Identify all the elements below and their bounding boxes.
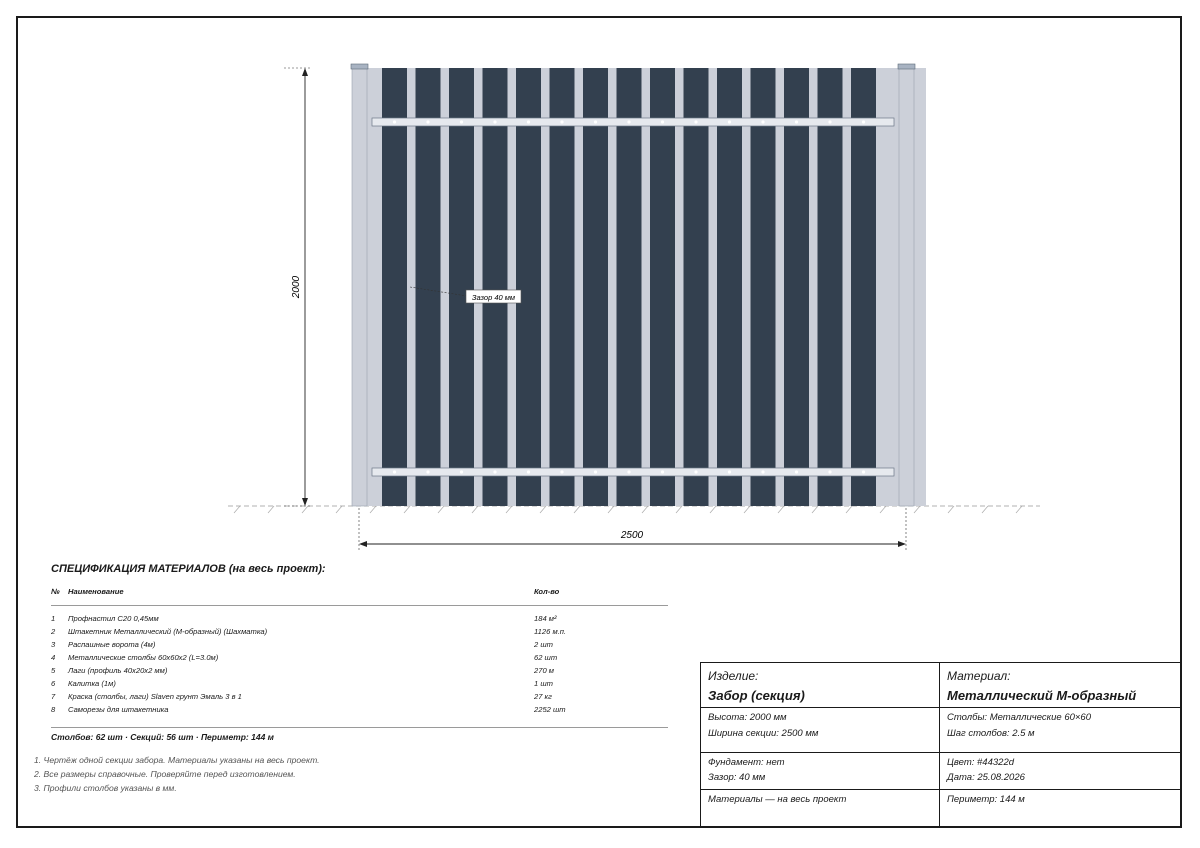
ground-hatch (778, 506, 784, 513)
spec-title: СПЕЦИФИКАЦИЯ МАТЕРИАЛОВ (на весь проект): (51, 563, 326, 575)
picket (449, 68, 474, 506)
picket (516, 68, 541, 506)
screw-dot (761, 470, 764, 473)
screw-dot (661, 470, 664, 473)
gap-value: Зазор: 40 мм (708, 772, 766, 783)
ground-hatch (710, 506, 716, 513)
screw-dot (460, 470, 463, 473)
product-value: Забор (секция) (708, 688, 805, 703)
height-arrow-bottom (302, 498, 308, 506)
row-qty: 62 шт (534, 653, 558, 662)
picket (851, 68, 876, 506)
picket (751, 68, 776, 506)
screw-dot (694, 120, 697, 123)
screw-dot (527, 470, 530, 473)
ground-hatch (540, 506, 546, 513)
screw-dot (460, 120, 463, 123)
screw-dot (828, 470, 831, 473)
ground-hatch (744, 506, 750, 513)
screw-dot (594, 470, 597, 473)
row-no: 7 (51, 692, 56, 701)
ground-hatch (574, 506, 580, 513)
row-name: Штакетник Металлический (М-образный) (Шахматка) (68, 627, 268, 636)
screw-dot (795, 470, 798, 473)
row-name: Профнастил С20 0,45мм (68, 614, 159, 623)
material-label: Материал: (947, 669, 1011, 683)
ground-hatch (506, 506, 512, 513)
picket (382, 68, 407, 506)
row-qty: 2252 шт (534, 705, 566, 714)
ground-hatch (1016, 506, 1022, 513)
spec-header-no: № (51, 585, 68, 606)
picket (818, 68, 843, 506)
title-block-row-details (701, 753, 1181, 790)
date-value: Дата: 25.08.2026 (947, 772, 1025, 783)
ground-hatch (948, 506, 954, 513)
table-row (51, 677, 668, 690)
perimeter-value: Периметр: 144 м (947, 794, 1025, 805)
picket (784, 68, 809, 506)
screw-dot (426, 120, 429, 123)
picket (583, 68, 608, 506)
ground-hatch (472, 506, 478, 513)
title-block-row-main (701, 663, 1181, 708)
right-post (899, 68, 914, 506)
note-item: 3. Профили столбов указаны в мм. (34, 783, 177, 793)
table-row (51, 651, 668, 664)
screw-dot (627, 120, 630, 123)
right-post-cap (898, 64, 915, 69)
spec-header-qty: Кол-во (534, 585, 668, 606)
picket (416, 68, 441, 506)
height-value: Высота: 2000 мм (708, 712, 787, 723)
picket (483, 68, 508, 506)
width-arrow-left (359, 541, 367, 547)
screw-dot (627, 470, 630, 473)
row-no: 5 (51, 666, 56, 675)
row-name: Калитка (1м) (68, 679, 116, 688)
row-qty: 27 кг (534, 692, 552, 701)
screw-dot (661, 120, 664, 123)
gap-callout-label: Зазор 40 мм (471, 293, 516, 302)
screw-dot (426, 470, 429, 473)
ground-hatch (438, 506, 444, 513)
left-post (352, 68, 367, 506)
product-label: Изделие: (708, 669, 759, 683)
row-no: 3 (51, 640, 56, 649)
table-row (51, 690, 668, 703)
screw-dot (761, 120, 764, 123)
row-name: Металлические столбы 60x60x2 (L=3.0м) (68, 653, 219, 662)
screw-dot (493, 470, 496, 473)
post-step-value: Шаг столбов: 2.5 м (947, 728, 1035, 739)
ground-hatch (404, 506, 410, 513)
title-block (700, 662, 1182, 828)
screw-dot (560, 120, 563, 123)
rail (372, 468, 894, 476)
row-qty: 184 м² (534, 614, 557, 623)
screw-dot (728, 120, 731, 123)
ground-line (228, 506, 1040, 513)
screw-dot (560, 470, 563, 473)
note-item: 2. Все размеры справочные. Проверяйте перед изготовлением. (34, 769, 296, 779)
table-row (51, 625, 668, 638)
table-row (51, 664, 668, 677)
screw-dot (594, 120, 597, 123)
row-no: 1 (51, 614, 56, 623)
picket (684, 68, 709, 506)
ground-hatch (982, 506, 988, 513)
row-name: Краска (столбы, лаги) Slaven грунт Эмаль 3 в 1 (68, 692, 242, 701)
posts-value: Столбы: Металлические 60×60 (947, 712, 1092, 723)
height-dimension-label: 2000 (291, 275, 302, 299)
row-qty: 1126 м.п. (534, 627, 567, 636)
ground-hatch (846, 506, 852, 513)
note-item: 1. Чертёж одной секции забора. Материалы указаны на весь проект. (34, 755, 320, 765)
screw-dot (828, 120, 831, 123)
screw-dot (694, 470, 697, 473)
row-no: 4 (51, 653, 56, 662)
picket (717, 68, 742, 506)
ground-hatch (676, 506, 682, 513)
ground-hatch (234, 506, 240, 513)
screw-dot (862, 120, 865, 123)
table-row (51, 606, 668, 626)
screw-dot (527, 120, 530, 123)
spec-summary: Столбов: 62 шт · Секций: 56 шт · Периметр: 144 м (51, 727, 668, 742)
height-arrow-top (302, 68, 308, 76)
fence-section (351, 64, 926, 506)
section-width-value: Ширина секции: 2500 мм (708, 728, 819, 739)
title-block-row-dimensions (701, 708, 1181, 753)
ground-hatch (914, 506, 920, 513)
picket (650, 68, 675, 506)
title-block-row-footer (701, 790, 1181, 827)
materials-note: Материалы — на весь проект (708, 794, 847, 805)
ground-hatch (812, 506, 818, 513)
row-qty: 2 шт (534, 640, 553, 649)
ground-hatch (370, 506, 376, 513)
spec-table (51, 585, 668, 716)
picket (617, 68, 642, 506)
drawing-notes (34, 753, 320, 795)
foundation-value: Фундамент: нет (708, 757, 785, 768)
screw-dot (393, 470, 396, 473)
row-name: Распашные ворота (4м) (68, 640, 156, 649)
left-post-cap (351, 64, 368, 69)
row-qty: 270 м (534, 666, 554, 675)
row-no: 8 (51, 705, 56, 714)
screw-dot (493, 120, 496, 123)
ground-hatch (642, 506, 648, 513)
ground-hatch (302, 506, 308, 513)
row-name: Лаги (профиль 40x20x2 мм) (68, 666, 168, 675)
row-qty: 1 шт (534, 679, 553, 688)
row-no: 2 (51, 627, 56, 636)
screw-dot (862, 470, 865, 473)
material-value: Металлический М-образный (947, 688, 1137, 703)
ground-hatch (268, 506, 274, 513)
screw-dot (795, 120, 798, 123)
ground-hatch (880, 506, 886, 513)
screw-dot (728, 470, 731, 473)
picket (550, 68, 575, 506)
screw-dot (393, 120, 396, 123)
width-dimension-label: 2500 (620, 530, 644, 541)
ground-hatch (336, 506, 342, 513)
color-value: Цвет: #44322d (947, 757, 1015, 768)
rail (372, 118, 894, 126)
row-name: Саморезы для штакетника (68, 705, 169, 714)
table-row (51, 638, 668, 651)
spec-header-name: Наименование (68, 585, 534, 606)
table-row (51, 703, 668, 716)
ground-hatch (608, 506, 614, 513)
row-no: 6 (51, 679, 56, 688)
spec-header-row (51, 585, 668, 606)
width-arrow-right (898, 541, 906, 547)
